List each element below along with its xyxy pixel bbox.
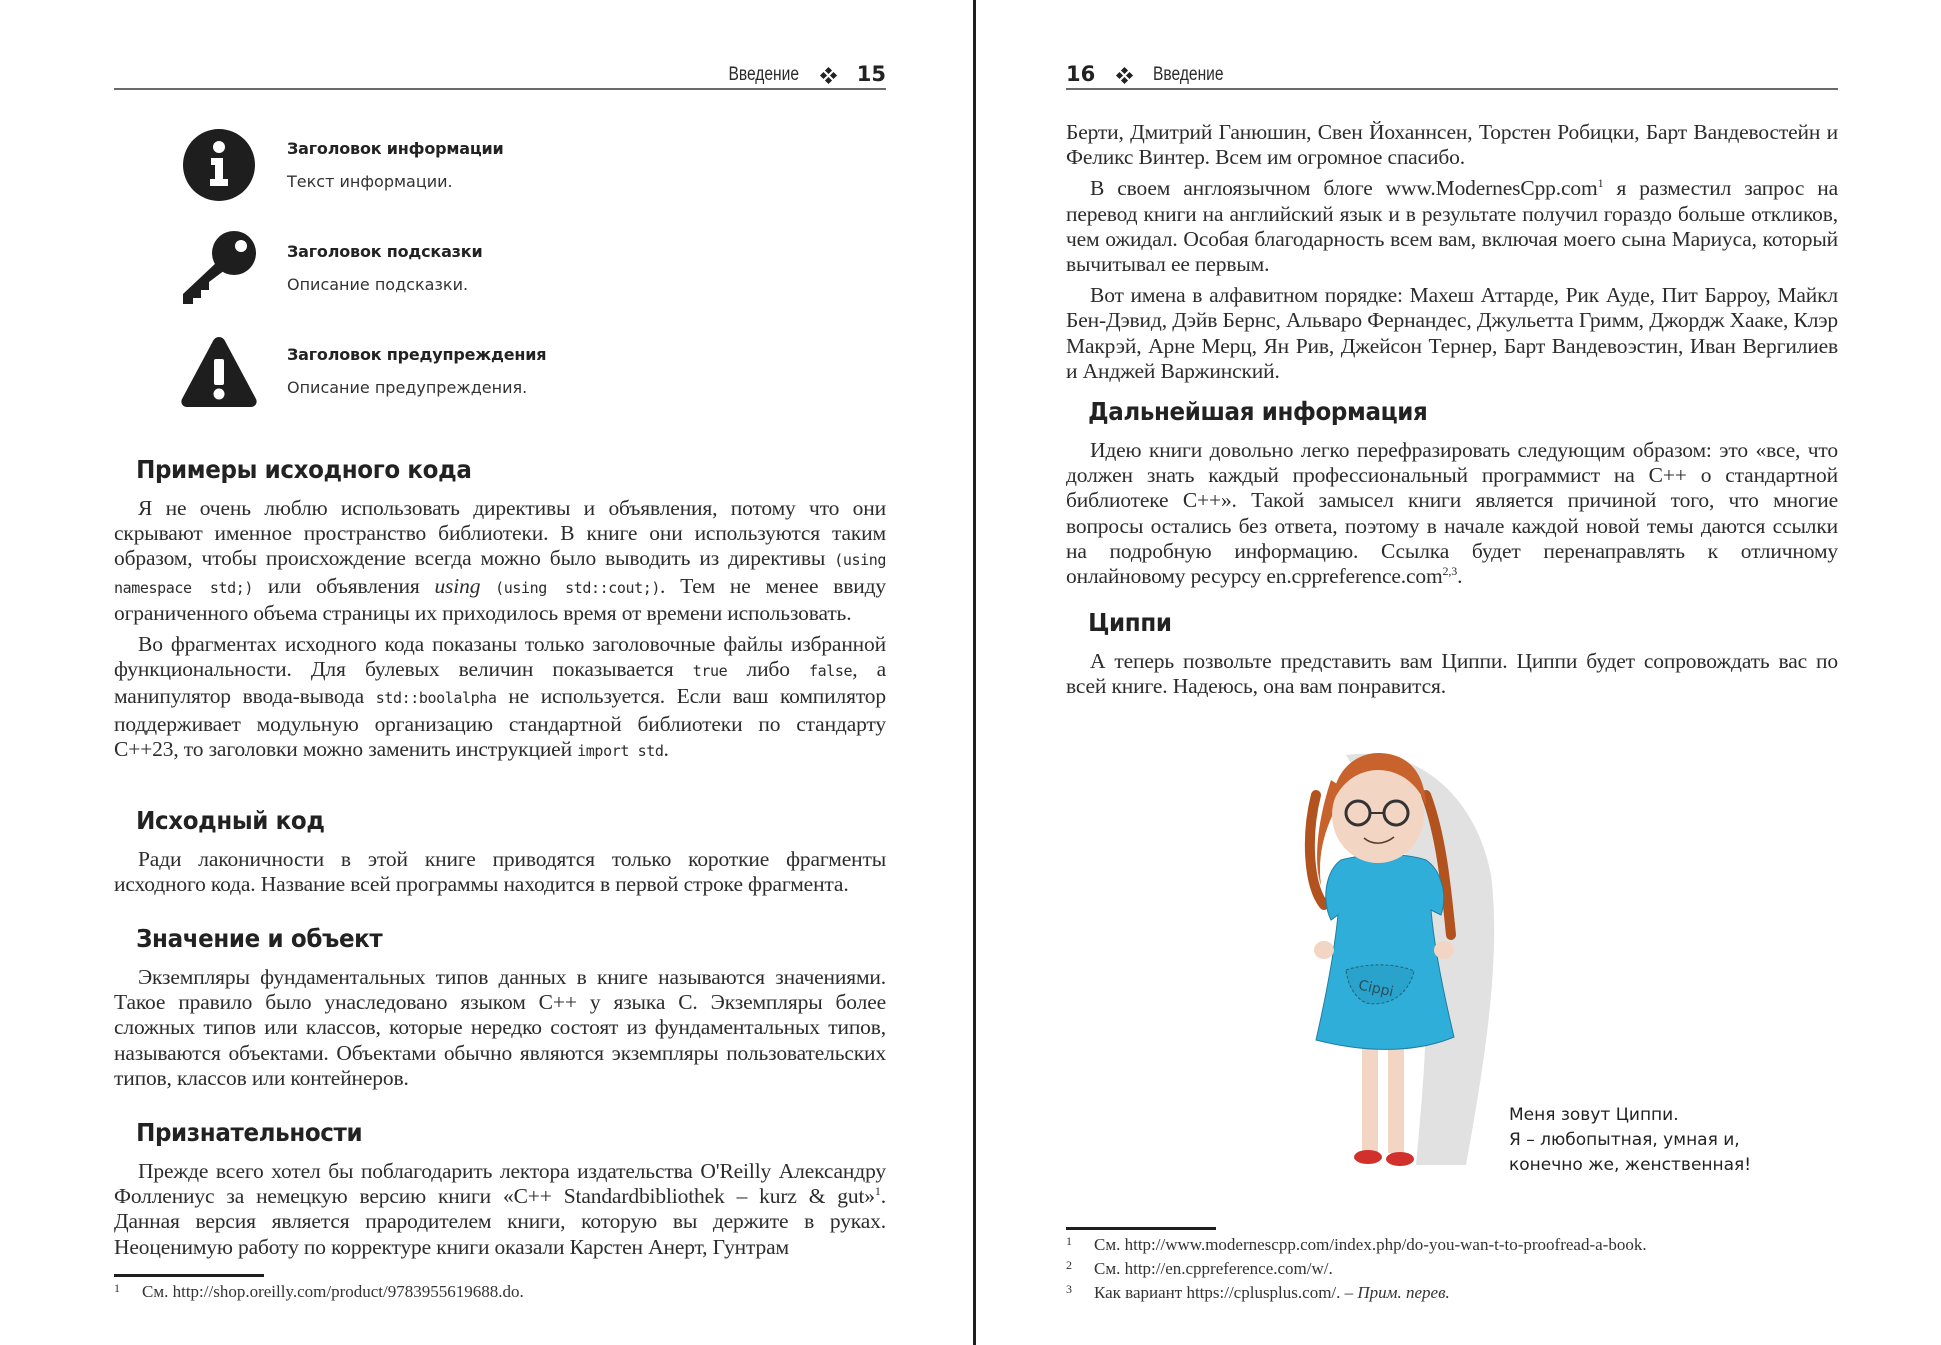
paragraph: Экземпляры фундаментальных типов данных в книге называются значениями. Такое правило было унаследовано языком C++ у языка C. Экземпляры более сложных типов или классов, которые нередко состоят из фундаментальных типов, называются объектами. Объектами обычно являются экземпляры пользовательских типов, классов или контейнеров.: [114, 965, 886, 1090]
paragraph: Я не очень люблю использовать директивы и объявления, потому что они скрывают именное пространство библиотеки. В книге они используются таким образом, чтобы происхождение всегда можно было выводить из директивы (using namespace std;) или объявления using (using std::cout;). Тем не менее ввиду ограниченного объема страницы их приходилось время от времени использовать.: [114, 496, 886, 625]
footnote: 1 См. http://www.modernescpp.com/index.php/do-you-wan-t-to-proofread-a-book.: [1066, 1233, 1838, 1257]
running-head-title: Введение: [1153, 64, 1224, 85]
section-value-object: [114, 924, 886, 1091]
footnote-ref: 1: [874, 1184, 881, 1199]
callout-title: Заголовок подсказки: [287, 242, 483, 261]
paragraph: Вот имена в алфавитном порядке: Махеш Аттарде, Рик Ауде, Пит Барроу, Майкл Бен-Дэвид, Дэйв Бернс, Альваро Фернандес, Джульетта Гримм, Джордж Хааке, Клэр Макрэй, Арне Мерц, Ян Рив, Джейсон Тернер, Барт Вандевоэстин, Иван Вергилиев и Анджей Варжинский.: [1066, 283, 1838, 383]
paragraph: А теперь позвольте представить вам Циппи. Циппи будет сопровождать вас по всей книге. Надеюсь, она вам понравится.: [1066, 649, 1838, 699]
footnote-rule: [1066, 1227, 1216, 1230]
footnote-ref: 2,3: [1442, 563, 1458, 578]
inline-code: std::boolalpha: [375, 689, 497, 708]
inline-code: (using std::cout;): [495, 578, 661, 597]
section-cippi: [1066, 608, 1838, 699]
diamond-quad-ornament-icon: [1117, 68, 1131, 86]
footnote-text: Как вариант https://cplusplus.com/. – Прим. перев.: [1094, 1283, 1450, 1302]
section-heading: Циппи: [1088, 608, 1172, 637]
section-source-code: [114, 806, 886, 897]
diamond-quad-ornament-icon: [821, 68, 835, 86]
section-code-examples: [114, 455, 886, 764]
paragraph: Берти, Дмитрий Ганюшин, Свен Йоханнсен, Торстен Робицки, Барт Вандевостейн и Феликс Винтер. Всем им огромное спасибо.: [1066, 120, 1838, 170]
paragraph: Во фрагментах исходного кода показаны только заголовочные файлы избранной функциональности. Для булевых величин показывается true либо false, а манипулятор ввода-вывода std::boolalpha не используется. Если ваш компилятор поддерживает модульную организацию стандартной библиотеки по стандарту C++23, то заголовки можно заменить инструкцией import std.: [114, 632, 887, 761]
info-icon: [179, 125, 259, 205]
footnote-text: См. http://en.cppreference.com/w/.: [1094, 1259, 1333, 1278]
inline-code: true: [692, 662, 728, 681]
callout-description: Описание подсказки.: [287, 275, 469, 294]
inline-code: (using namespace std;): [114, 551, 886, 597]
footnote-text: См. http://www.modernescpp.com/index.php/do-you-wan-t-to-proofread-a-book.: [1094, 1235, 1647, 1254]
running-head-title: Введение: [728, 64, 799, 85]
figure-caption: Меня зовут Циппи. Я – любопытная, умная и, конечно же, женственная!: [1509, 1105, 1752, 1175]
page-gutter-divider: [973, 0, 976, 1345]
page-number: 15: [856, 62, 886, 86]
inline-code: import std: [577, 741, 664, 760]
footnote-text: См. http://shop.oreilly.com/product/9783955619688.do.: [142, 1282, 524, 1301]
callout-title: Заголовок информации: [287, 139, 504, 158]
section-heading: Признательности: [136, 1118, 363, 1147]
footnote: 2 См. http://en.cppreference.com/w/.: [1066, 1257, 1838, 1281]
callout-description: Текст информации.: [287, 172, 453, 191]
running-head-right: [1066, 60, 1838, 90]
footnote: 3 Как вариант https://cplusplus.com/. – Прим. перев.: [1066, 1281, 1838, 1305]
section-further-info: [1066, 397, 1838, 589]
inline-code: false: [809, 662, 853, 681]
acknowledgements-continued: [1066, 120, 1838, 384]
footnote-ref: 1: [1597, 176, 1604, 191]
callout-legend: [179, 125, 779, 434]
page-number: 16: [1066, 62, 1096, 86]
warning-icon: [179, 331, 259, 411]
footnote-rule: [114, 1274, 264, 1277]
cippi-illustration: [1276, 735, 1536, 1175]
paragraph: Ради лаконичности в этой книге приводятся только короткие фрагменты исходного кода. Название всей программы находится в первой строке фрагмента.: [114, 847, 886, 897]
footnote: 1 См. http://shop.oreilly.com/product/9783955619688.do.: [114, 1280, 886, 1304]
section-heading: Значение и объект: [136, 924, 383, 953]
right-page: [1066, 0, 1838, 1345]
callout-info: [179, 125, 779, 228]
section-heading: Дальнейшая информация: [1088, 397, 1428, 426]
callout-warning: [179, 331, 779, 434]
left-page: [114, 0, 886, 1345]
section-heading: Примеры исходного кода: [136, 455, 472, 484]
callout-tip: [179, 228, 779, 331]
section-acknowledgements: [114, 1118, 886, 1260]
callout-title: Заголовок предупреждения: [287, 345, 547, 364]
key-icon: [179, 228, 259, 308]
paragraph: В своем англоязычном блоге www.ModernesCpp.com$^1$ я разместил запрос на перевод книги на английский язык и в результате получил гораздо больше откликов, чем ожидал. Особая благодарность всем вам, включая моего сына Мариуса, который вычитывал ее первым.: [1066, 176, 1838, 277]
section-heading: Исходный код: [136, 806, 325, 835]
paragraph: Прежде всего хотел бы поблагодарить лектора издательства O'Reilly Александру Фоллениус за немецкую версию книги «C++ Standardbibliothek – kurz & gut»$^1$. Данная версия является прародителем книги, которую вы держите в руках. Неоценимую работу по корректуре книги оказали Карстен Анерт, Гунтрам: [114, 1159, 886, 1259]
pocket-label: Cippi: [1356, 977, 1395, 1001]
callout-description: Описание предупреждения.: [287, 378, 528, 397]
running-head-left: [114, 60, 886, 90]
paragraph: Идею книги довольно легко перефразировать следующим образом: это «все, что должен знать каждый профессиональный программист на C++ о стандартной библиотеке C++». Такой замысел книги является причиной того, что многие вопросы остались без ответа, поэтому в начале каждой новой темы даются ссылки на подробную информацию. Ссылка будет перенаправлять к отличному онлайновому ресурсу en.cppreference.com$^{2,3}$.: [1066, 438, 1838, 589]
